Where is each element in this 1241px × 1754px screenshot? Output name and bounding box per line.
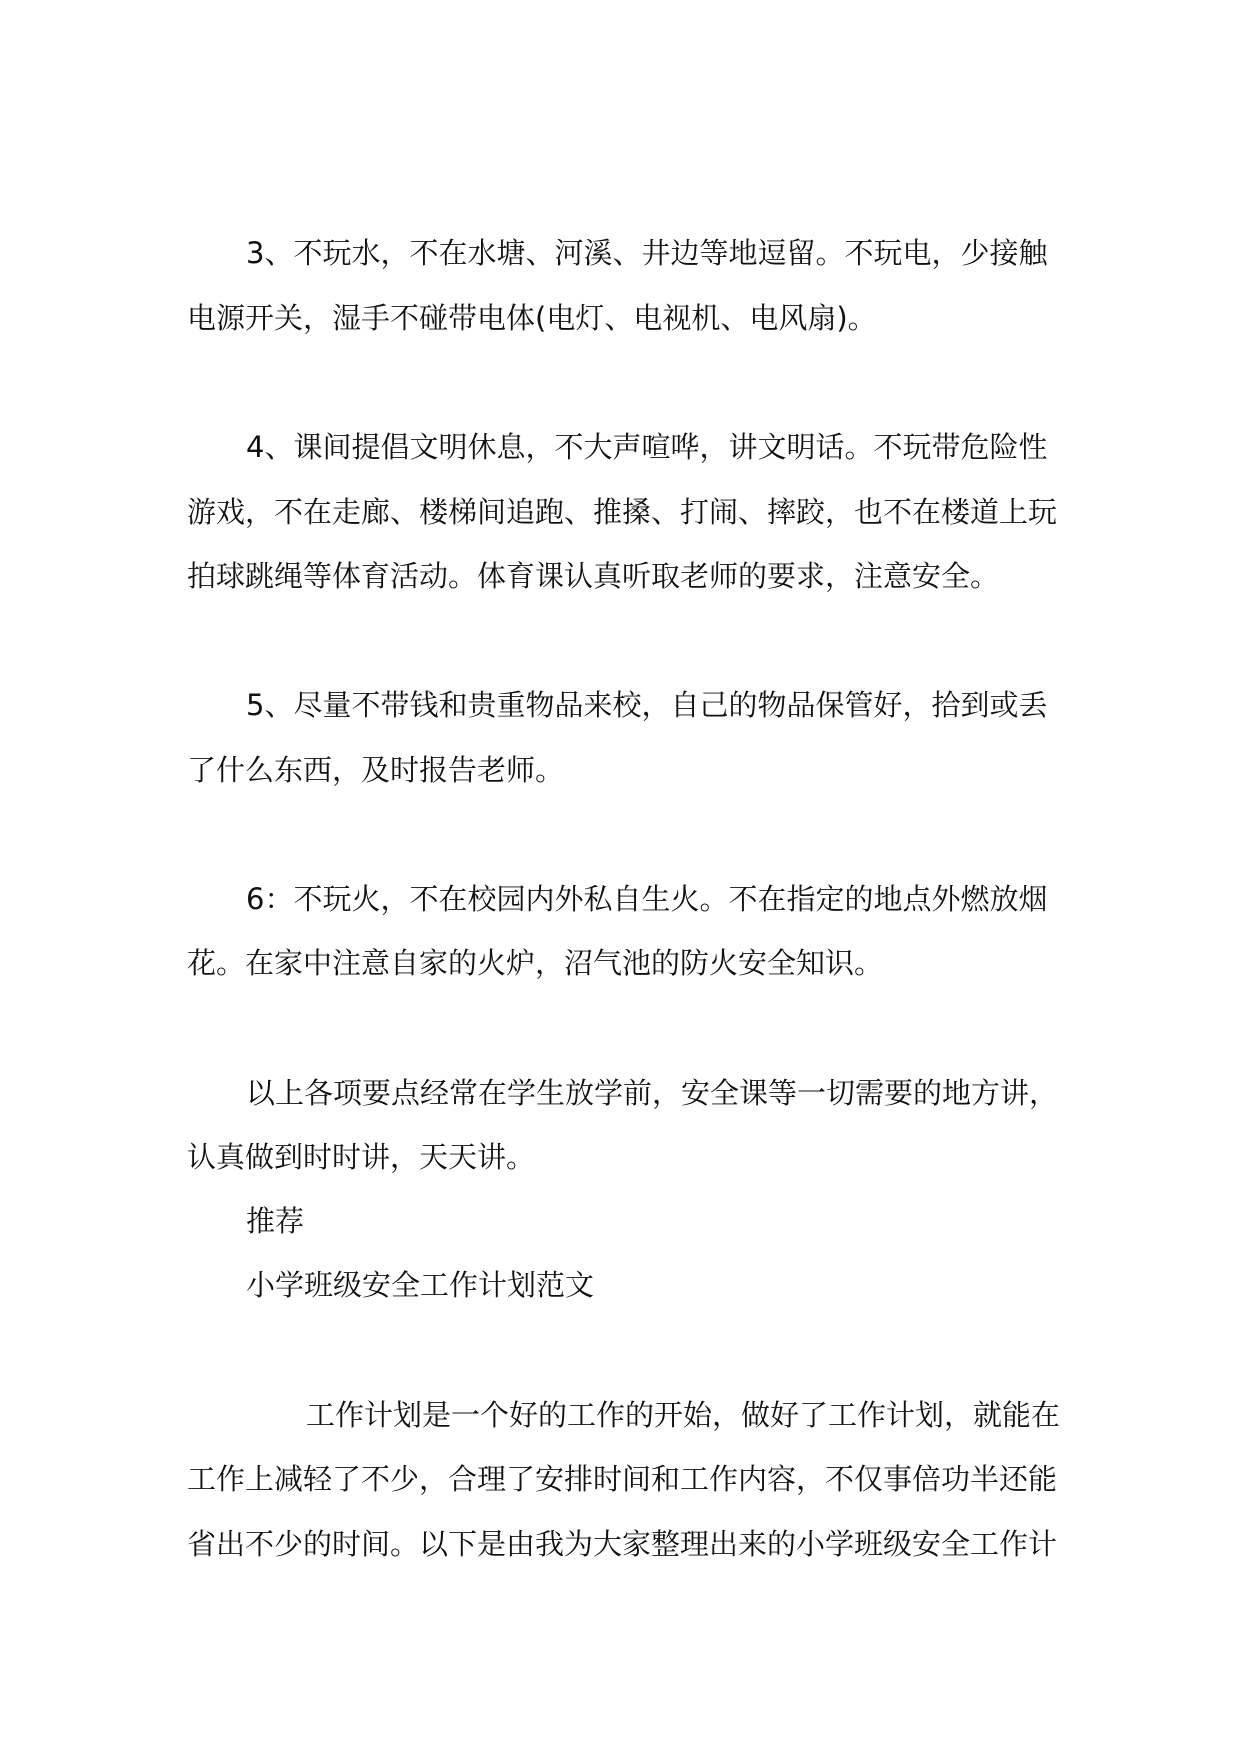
intro-line-2: 工作上减轻了不少，合理了安排时间和工作内容，不仅事倍功半还能 [187,1462,1058,1496]
paragraph-4-line-2: 游戏，不在走廊、楼梯间追跑、推搡、打闹、摔跤，也不在楼道上玩 [187,495,1058,529]
paragraph-5-line-2: 了什么东西，及时报告老师。 [187,753,565,787]
intro-line-3: 省出不少的时间。以下是由我为大家整理出来的小学班级安全工作计 [187,1527,1058,1561]
intro-line-1: 工作计划是一个好的工作的开始，做好了工作计划，就能在 [306,1398,1061,1432]
paragraph-5-line-1: 5、尽量不带钱和贵重物品来校，自己的物品保管好，拾到或丢 [246,688,1048,722]
recommend-label: 推荐 [246,1204,305,1238]
paragraph-4-line-3: 拍球跳绳等体育活动。体育课认真听取老师的要求，注意安全。 [187,559,1000,593]
paragraph-4-line-1: 4、课间提倡文明休息，不大声喧哗，讲文明话。不玩带危险性 [246,430,1048,464]
paragraph-3-line-2: 电源开关，湿手不碰带电体(电灯、电视机、电风扇)。 [187,301,877,335]
paragraph-6-line-2: 花。在家中注意自家的火炉，沼气池的防火安全知识。 [187,946,884,980]
paragraph-3-line-1: 3、不玩水，不在水塘、河溪、井边等地逗留。不玩电，少接触 [246,236,1048,270]
summary-line-1: 以上各项要点经常在学生放学前，安全课等一切需要的地方讲， [246,1076,1059,1110]
paragraph-6-line-1: 6：不玩火，不在校园内外私自生火。不在指定的地点外燃放烟 [246,882,1048,916]
recommend-title: 小学班级安全工作计划范文 [246,1268,595,1302]
summary-line-2: 认真做到时时讲，天天讲。 [187,1140,536,1174]
